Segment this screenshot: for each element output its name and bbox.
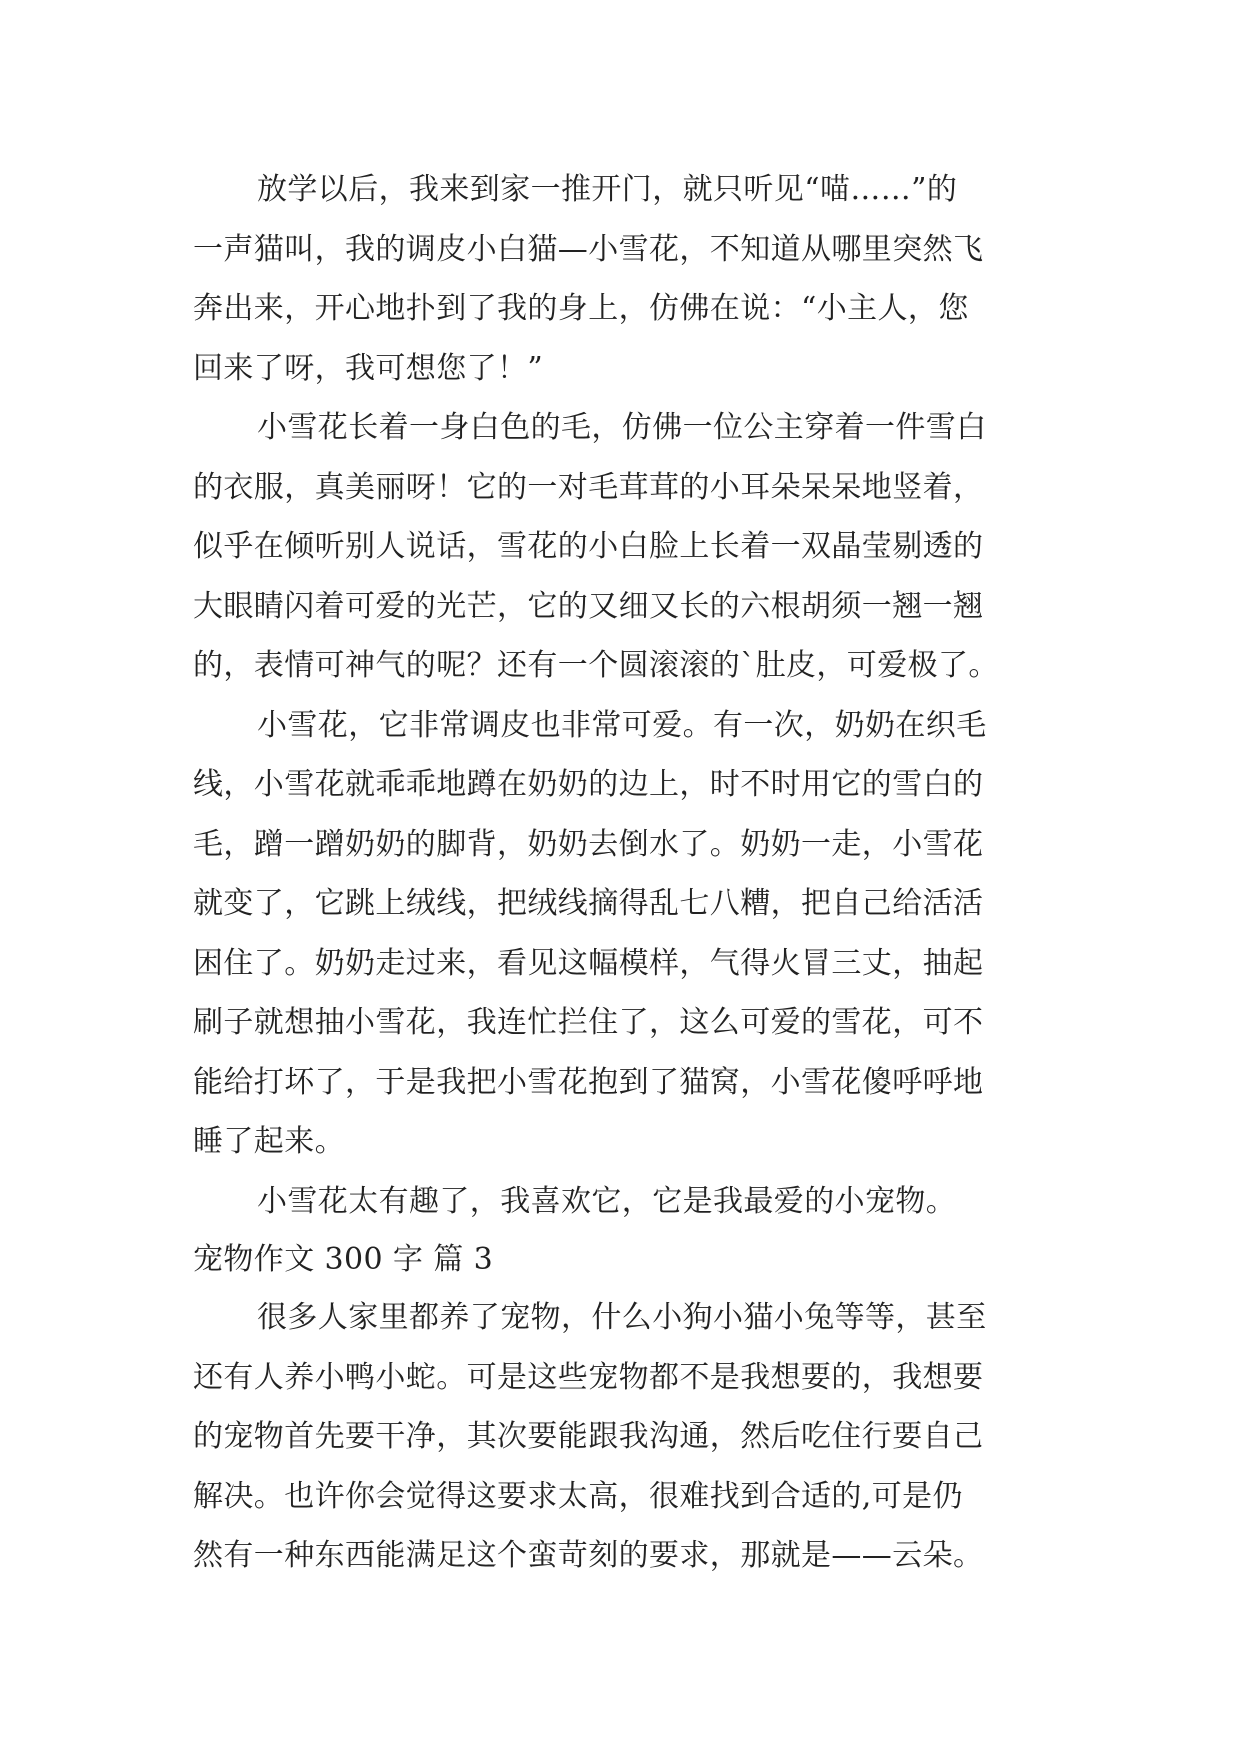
paragraph-3-line-6: 刷子就想抽小雪花，我连忙拦住了，这么可爱的雪花，可不 — [193, 1005, 984, 1040]
paragraph-2-line-1: 小雪花长着一身白色的毛，仿佛一位公主穿着一件雪白 — [257, 410, 987, 445]
paragraph-3-line-8: 睡了起来。 — [193, 1124, 345, 1159]
paragraph-3-line-4: 就变了，它跳上绒线，把绒线摘得乱七八糟，把自己给活活 — [193, 886, 984, 921]
paragraph-2-line-2: 的衣服，真美丽呀！它的一对毛茸茸的小耳朵呆呆地竖着， — [193, 469, 984, 505]
paragraph-1-line-4: 回来了呀，我可想您了！” — [193, 350, 544, 386]
paragraph-2-line-4: 大眼睛闪着可爱的光芒，它的又细又长的六根胡须一翘一翘 — [193, 588, 984, 624]
paragraph-2-line-3: 似乎在倾听别人说话，雪花的小白脸上长着一双晶莹剔透的 — [193, 529, 984, 564]
paragraph-4-line-1: 小雪花太有趣了，我喜欢它，它是我最爱的小宠物。 — [257, 1183, 957, 1219]
final-paragraph-line-1: 很多人家里都养了宠物，什么小狗小猫小兔等等，甚至 — [257, 1300, 987, 1335]
paragraph-3-line-5: 困住了。奶奶走过来，看见这幅模样，气得火冒三丈，抽起 — [193, 945, 984, 981]
final-paragraph-line-5: 然有一种东西能满足这个蛮苛刻的要求，那就是——云朵。 — [193, 1538, 984, 1573]
paragraph-3-line-2: 线，小雪花就乖乖地蹲在奶奶的边上，时不时用它的雪白的 — [193, 767, 984, 802]
final-paragraph-line-4: 解决。也许你会觉得这要求太高，很难找到合适的,可是仍 — [193, 1478, 963, 1514]
final-paragraph-line-3: 的宠物首先要干净，其次要能跟我沟通，然后吃住行要自己 — [193, 1419, 984, 1454]
paragraph-2-line-5: 的，表情可神气的呢？还有一个圆滚滚的`肚皮，可爱极了。 — [193, 648, 999, 683]
essay-body — [193, 160, 1083, 1586]
paragraph-3-line-3: 毛，蹭一蹭奶奶的脚背，奶奶去倒水了。奶奶一走，小雪花 — [193, 826, 984, 862]
paragraph-1-line-3: 奔出来，开心地扑到了我的身上，仿佛在说：“小主人，您 — [193, 291, 969, 326]
paragraph-1-line-2: 一声猫叫，我的调皮小白猫—小雪花，不知道从哪里突然飞 — [193, 231, 984, 267]
paragraph-3-line-7: 能给打坏了，于是我把小雪花抱到了猫窝，小雪花傻呼呼地 — [193, 1064, 984, 1100]
section-heading: 宠物作文 300 字 篇 3 — [193, 1242, 494, 1277]
paragraph-3-line-1: 小雪花，它非常调皮也非常可爱。有一次，奶奶在织毛 — [257, 707, 987, 743]
final-paragraph-line-2: 还有人养小鸭小蛇。可是这些宠物都不是我想要的，我想要 — [193, 1359, 984, 1395]
paragraph-1-line-1: 放学以后，我来到家一推开门，就只听见“喵……”的 — [257, 172, 958, 207]
